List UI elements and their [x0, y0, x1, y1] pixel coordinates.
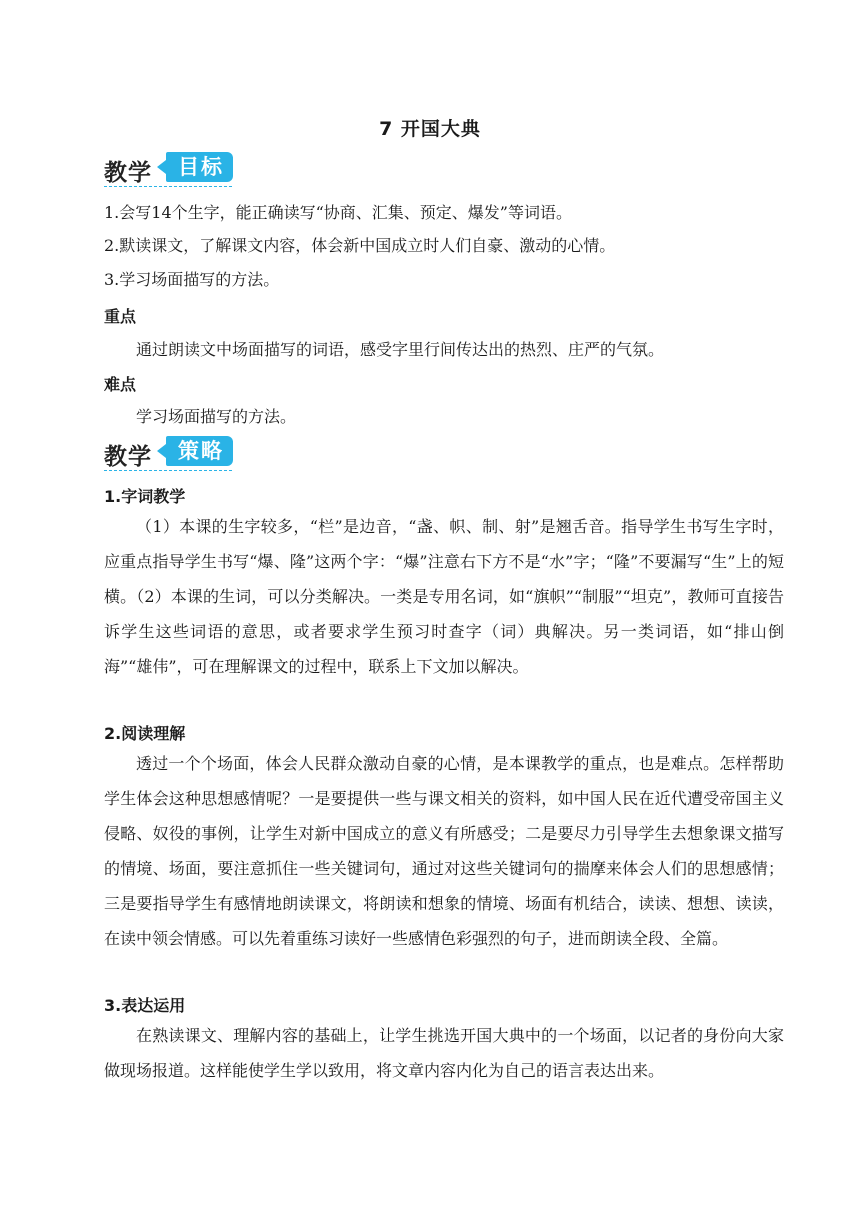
key-point-text: 通过朗读文中场面描写的词语，感受字里行间传达出的热烈、庄严的气氛。 [136, 340, 665, 359]
goal-item: 2.默读课文，了解课文内容，体会新中国成立时人们自豪、激动的心情。 [104, 236, 616, 255]
strategy-heading: 2.阅读理解 [104, 724, 186, 743]
section-badge-goals [104, 152, 234, 186]
strategy-paragraph: （1）本课的生字较多，“栏”是边音，“盏、帜、制、射”是翘舌音。指导学生书写生字时，应重点指导学生书写“爆、隆”这两个字：“爆”注意右下方不是“水”字；“隆”不要漏写“生”上的短横。（2）本课的生词，可以分类解决。一类是专用名词，如“旗帜”“制服”“坦克”，教师可直接告诉学生这些词语的意思，或者要求学生预习时查字（词）典解决。另一类词语，如“排山倒海”“雄伟”，可在理解课文的过程中，联系上下文加以解决。 [104, 517, 784, 676]
difficulty-label: 难点 [104, 375, 137, 394]
strategy-heading: 3.表达运用 [104, 996, 186, 1015]
key-point-label: 重点 [104, 307, 137, 326]
badge-right-text: 策略 [166, 436, 233, 466]
goal-item: 1.会写14个生字，能正确读写“协商、汇集、预定、爆发”等词语。 [104, 203, 572, 222]
badge-right-text: 目标 [166, 152, 233, 182]
badge-underline [104, 186, 232, 187]
section-badge-strategy [104, 436, 234, 470]
badge-underline [104, 470, 232, 471]
difficulty-text: 学习场面描写的方法。 [136, 407, 297, 426]
strategy-paragraph: 在熟读课文、理解内容的基础上，让学生挑选开国大典中的一个场面，以记者的身份向大家做现场报道。这样能使学生学以致用，将文章内容内化为自己的语言表达出来。 [104, 1026, 784, 1080]
goal-item: 3.学习场面描写的方法。 [104, 270, 280, 289]
strategy-heading: 1.字词教学 [104, 487, 186, 506]
page-title: 7 开国大典 [379, 118, 481, 140]
badge-left-text: 教学 [104, 444, 152, 470]
strategy-paragraph: 透过一个个场面，体会人民群众激动自豪的心情，是本课教学的重点，也是难点。怎样帮助学生体会这种思想感情呢？一是要提供一些与课文相关的资料，如中国人民在近代遭受帝国主义侵略、奴役的事例，让学生对新中国成立的意义有所感受；二是要尽力引导学生去想象课文描写的情境、场面，要注意抓住一些关键词句，通过对这些关键词句的揣摩来体会人们的思想感情；三是要指导学生有感情地朗读课文，将朗读和想象的情境、场面有机结合，读读、想想、读读，在读中领会情感。可以先着重练习读好一些感情色彩强烈的句子，进而朗读全段、全篇。 [104, 754, 784, 948]
badge-left-text: 教学 [104, 160, 152, 186]
